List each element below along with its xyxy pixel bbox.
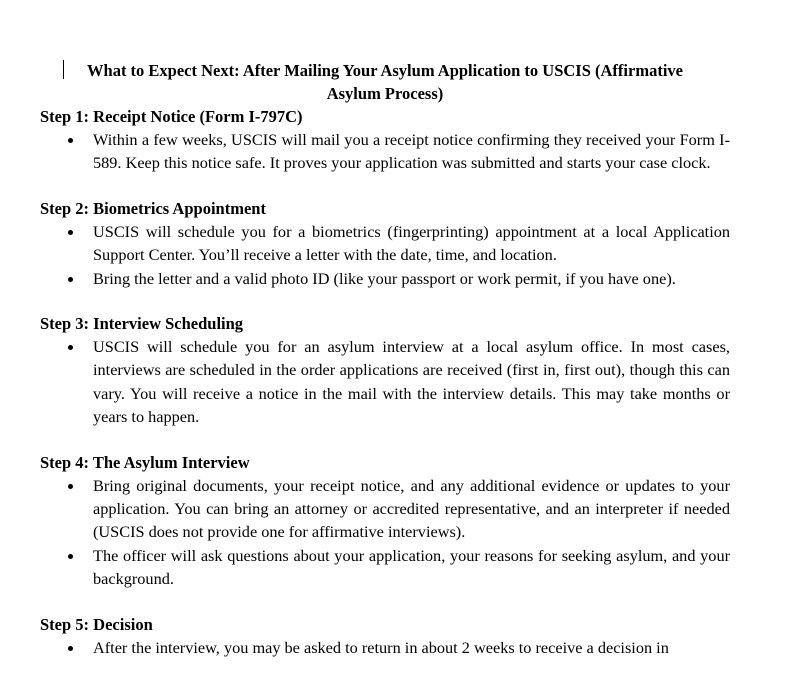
step-heading: Step 2: Biometrics Appointment (40, 198, 266, 218)
step-bullets (40, 220, 730, 290)
step-heading: Step 5: Decision (40, 614, 153, 634)
step-bullets (40, 128, 730, 175)
step-heading: Step 3: Interview Scheduling (40, 314, 244, 334)
step-bullet: After the interview, you may be asked to return in about 2 weeks to receive a decision in (93, 636, 730, 659)
step-bullets (40, 636, 730, 659)
step-heading: Step 4: The Asylum Interview (40, 452, 250, 472)
step-bullet: USCIS will schedule you for a biometrics (fingerprinting) appointment at a local Application Support Center. You’ll receive a letter with the date, time, and location. (93, 220, 730, 267)
steps-list (40, 105, 730, 681)
step-2 (40, 197, 730, 290)
step-bullet: Within a few weeks, USCIS will mail you a receipt notice confirming they received your Form I-589. Keep this notice safe. It proves your application was submitted and starts your case clock. (93, 128, 730, 175)
step-4 (40, 451, 730, 591)
step-bullets (40, 335, 730, 429)
document-title: What to Expect Next: After Mailing Your Asylum Application to USCIS (Affirmative Asylum Process) (87, 61, 683, 103)
step-bullet: Bring the letter and a valid photo ID (like your passport or work permit, if you have one). (93, 267, 730, 290)
step-bullet: USCIS will schedule you for an asylum interview at a local asylum office. In most cases, interviews are scheduled in the order applications are received (first in, first out), though this can vary. You will receive a notice in the mail with the interview details. This may take months or years to happen. (93, 335, 730, 429)
step-bullets (40, 474, 730, 591)
step-5 (40, 613, 730, 659)
step-1 (40, 105, 730, 175)
step-bullet: Bring original documents, your receipt notice, and any additional evidence or updates to your application. You can bring an attorney or accredited representative, and an interpreter if needed (USCIS does not provide one for affirmative interviews). (93, 474, 730, 544)
step-3 (40, 312, 730, 429)
step-bullet: The officer will ask questions about your application, your reasons for seeking asylum, and your background. (93, 544, 730, 591)
step-heading: Step 1: Receipt Notice (Form I-797C) (40, 107, 303, 126)
